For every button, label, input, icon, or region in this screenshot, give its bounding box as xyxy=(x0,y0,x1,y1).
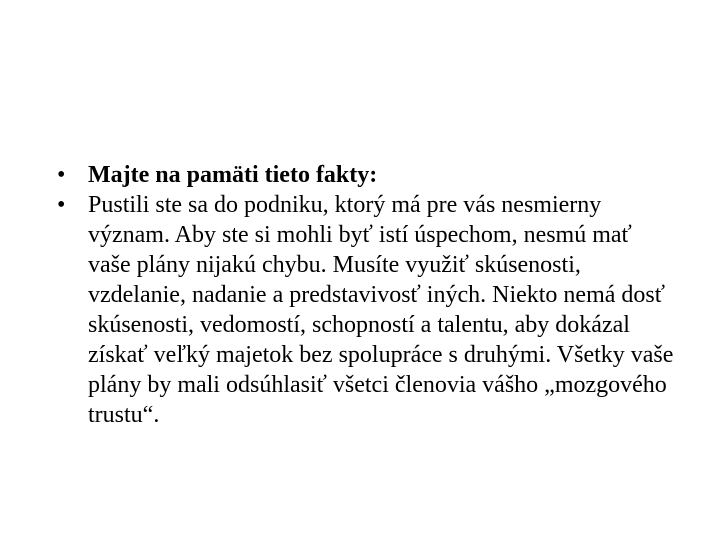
bullet-item-body xyxy=(57,190,677,430)
bullet-item-heading xyxy=(57,160,677,190)
bullet-list xyxy=(57,160,677,430)
bullet-body-text: Pustili ste sa do podniku, ktorý má pre vás nesmierny význam. Aby ste si mohli byť istí úspechom, nesmú mať vaše plány nijakú chybu. Musíte využiť skúsenosti, vzdelanie, nadanie a predstavivosť iných. Niekto nemá dosť skúsenosti, vedomostí, schopností a talentu, aby dokázal získať veľký majetok bez spolupráce s druhými. Všetky vaše plány by mali odsúhlasiť všetci členovia vášho „mozgového trustu“. xyxy=(88,192,674,428)
bullet-icon: • xyxy=(57,162,66,188)
bullet-heading-text: Majte na pamäti tieto fakty: xyxy=(88,162,378,188)
bullet-icon: • xyxy=(57,192,66,218)
